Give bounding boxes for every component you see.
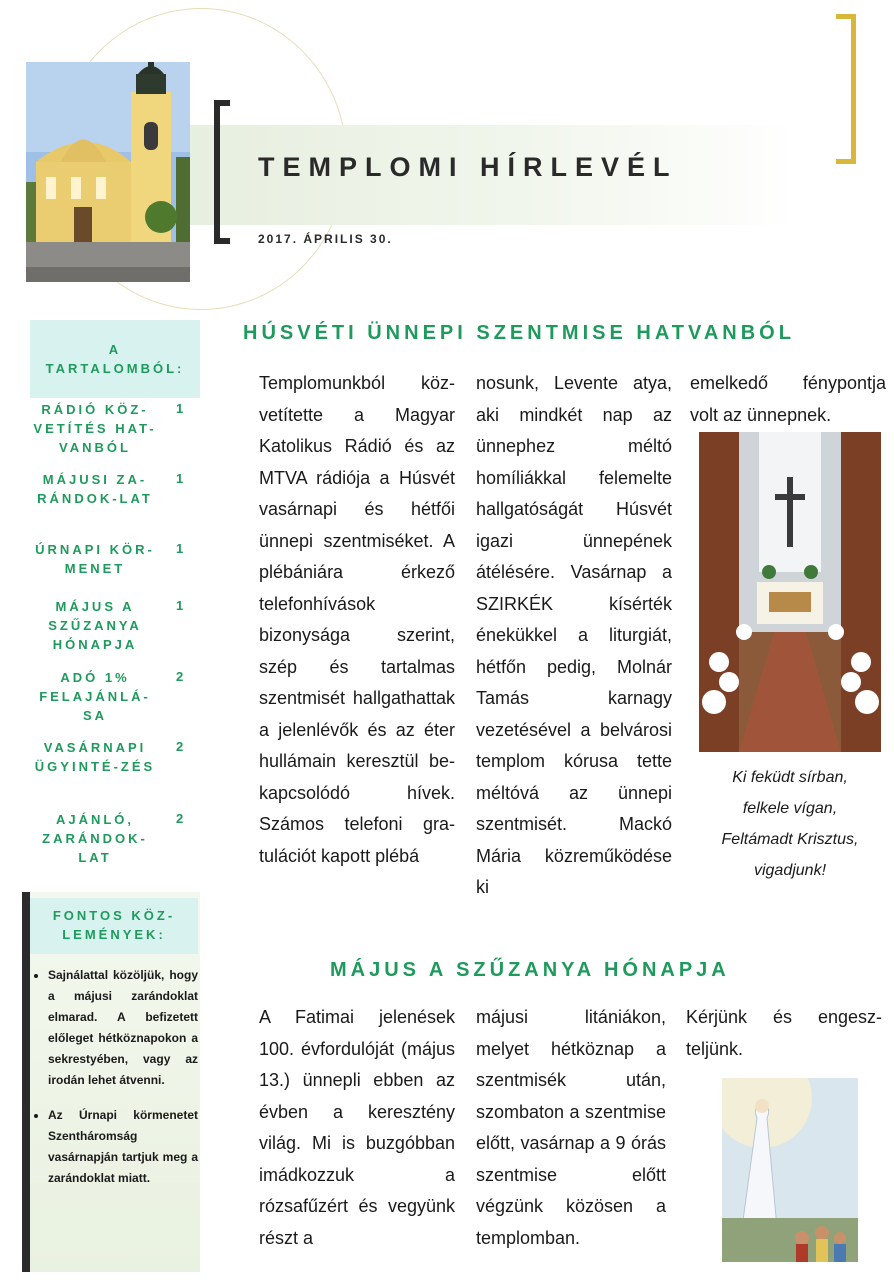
article1-col3: emelkedő fénypontja volt az ünnepnek.: [690, 373, 886, 425]
article1-col2: nosunk, Levente atya, aki mindkét nap az ünnephez méltó homíliákkal felemelte hallgatóságát Húsvét igazi ünnepének átélésére. Vasárnap a SZIRKÉK kísérték énekükkel a liturgiát, hétfőn pedig, Molnár Tamás karnagy vezetésével a belvárosi templom kórusa tette méltóvá az ünnepi szentmisét. Mackó Mária közreműködése ki: [476, 373, 672, 897]
toc-item-tax[interactable]: ADÓ 1% FELAJÁNLÁ-SA: [39, 670, 151, 723]
article1-col1: Templomunkból közvetítette a Magyar Katolikus Rádió és az MTVA rádiója a Húsvét vasárnapi és hétfői ünnepi szentmiséket. A plébániára érkező telefonhívások bizonysága szerint, szép és tartalmas szentmisét hallgathattak a jelenlévők és az éter hullámain keresztül bekapcsolódó hívek. Számos telefoni gratulációt kapott plébá: [259, 373, 455, 866]
toc-page-number: 1: [176, 541, 184, 556]
toc-item-radio[interactable]: RÁDIÓ KÖZ-VETÍTÉS HAT-VANBÓL: [33, 402, 157, 455]
altar-photo: [699, 432, 881, 752]
toc-page-number: 1: [176, 401, 184, 416]
toc-item-recommendation[interactable]: AJÁNLÓ, ZARÁNDOK-LAT: [42, 812, 148, 865]
toc-page-number: 2: [176, 669, 184, 684]
toc-page-number: 1: [176, 471, 184, 486]
fatima-photo: [722, 1078, 858, 1262]
poem-line: felkele vígan,: [742, 800, 838, 817]
article1-heading: HÚSVÉTI ÜNNEPI SZENTMISE HATVANBÓL: [243, 322, 795, 344]
easter-poem: [695, 762, 885, 886]
toc-page-number: 2: [176, 811, 184, 826]
toc-heading-line2: TARTALOMBÓL:: [45, 361, 185, 376]
bracket-right: [836, 14, 856, 164]
church-photo: [26, 62, 190, 282]
poem-line: Ki feküdt sírban,: [732, 769, 848, 786]
article2-heading: MÁJUS A SZŰZANYA HÓNAPJA: [330, 959, 730, 981]
toc-page-number: 1: [176, 598, 184, 613]
notices-heading: FONTOS KÖZ-LEMÉNYEK:: [52, 908, 176, 942]
newsletter-title: TEMPLOMI HÍRLEVÉL: [258, 152, 678, 182]
notice-item: • Az Úrnapi körmenetet Szentháromság vasárnapján tartjuk meg a zarándoklat miatt.: [48, 1105, 198, 1189]
article2-col2: májusi litániákon, melyet hétköznap a szentmisék után, szombaton a szentmise előtt, vasárnap a 9 órás szentmise előtt végzünk közösen a templomban.: [476, 1007, 666, 1248]
notices-bar: [22, 892, 30, 1272]
issue-date: 2017. ÁPRILIS 30.: [258, 232, 393, 246]
toc-heading: [30, 340, 200, 378]
toc-item-procession[interactable]: ÚRNAPI KÖR-MENET: [35, 542, 155, 576]
toc-item-pilgrimage[interactable]: MÁJUSI ZA-RÁNDOK-LAT: [37, 472, 153, 506]
toc-page-number: 2: [176, 739, 184, 754]
toc-item-may[interactable]: MÁJUS A SZŰZANYA HÓNAPJA: [48, 599, 142, 652]
toc-heading-line1: A: [108, 342, 122, 357]
article2-col3: Kérjünk és engeszteljünk.: [686, 1007, 882, 1059]
bracket-left: [214, 100, 230, 244]
poem-line: vigadjunk!: [753, 862, 827, 879]
article2-col1: A Fatimai jelenések 100. évfordulóját (május 13.) ünnepli ebben az évben a keresztény világ. Mi is buzgóbban imádkozzuk a rózsafűzért és vegyünk részt a: [259, 1007, 455, 1248]
poem-line: Feltámadt Krisztus,: [721, 831, 859, 848]
notices-list: [34, 965, 198, 1203]
toc-item-sunday-office[interactable]: VASÁRNAPI ÜGYINTÉ-ZÉS: [34, 740, 156, 774]
notice-item: • Sajnálattal közöljük, hogy a májusi zarándoklat elmarad. A befizetett előleget hétköznapokon a sekrestyében, vagy az irodán lehet átvenni.: [48, 965, 198, 1091]
